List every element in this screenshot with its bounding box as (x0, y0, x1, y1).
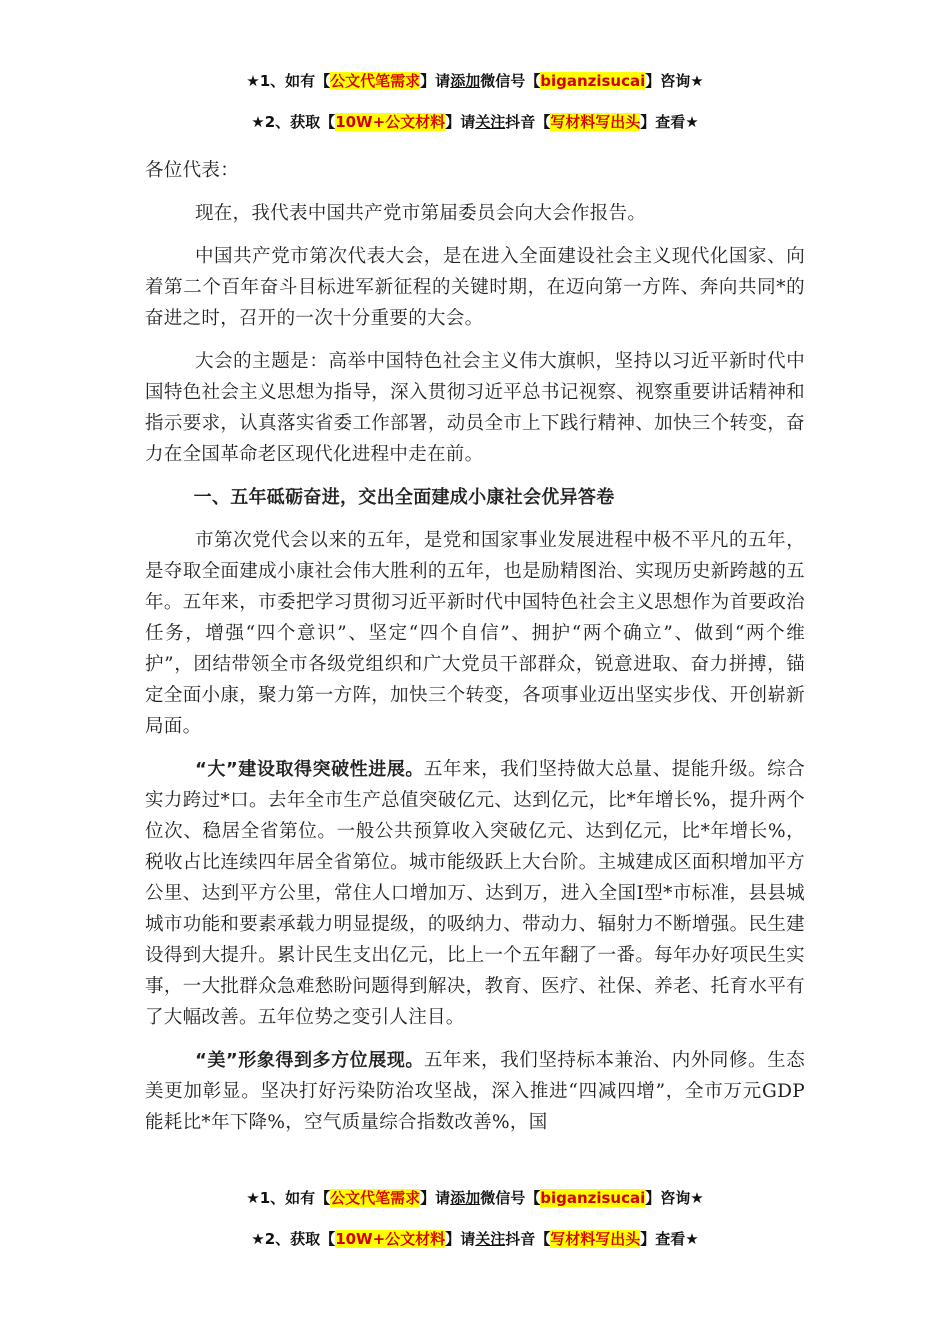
bottom-banner-line-2 (0, 1228, 950, 1249)
banner-highlight: 写材料写出头 (550, 1230, 641, 1248)
paragraph: 中国共产党市第次代表大会，是在进入全面建设社会主义现代化国家、向着第二个百年奋斗目标进军新征程的关键时期，在迈向第一方阵、奔向共同*的奋进之时，召开的一次十分重要的大会。 (145, 246, 805, 329)
banner-text: 】查看★ (640, 1230, 699, 1248)
banner-text: ★1、如有【 (246, 1189, 331, 1207)
banner-highlight: 10W+公文材料 (335, 1230, 446, 1248)
banner-text: 】请 (445, 1230, 476, 1248)
banner-highlight: 10W+公文材料 (335, 113, 446, 131)
banner-highlight: biganzisucai (540, 72, 646, 90)
banner-highlight: 写材料写出头 (550, 113, 641, 131)
bottom-banner-line-1 (0, 1187, 950, 1208)
paragraph: 现在，我代表中国共产党市第届委员会向大会作报告。 (194, 203, 647, 224)
top-banner-line-1 (0, 70, 950, 91)
banner-text: ★2、获取【 (251, 1230, 336, 1248)
paragraph: 市第次党代会以来的五年，是党和国家事业发展进程中极不平凡的五年，是夺取全面建成小康社会伟大胜利的五年，也是励精图治、实现历史新跨越的五年。五年来，市委把学习贯彻习近平新时代中国特色社会主义思想作为首要政治任务，增强“四个意识”、坚定“四个自信”、拥护“两个确立”、做到“两个维护”，团结带领全市各级党组织和广大党员干部群众，锐意进取、奋力拼搏，锚定全面小康，聚力第一方阵，加快三个转变，各项事业迈出坚实步伐、开创崭新局面。 (145, 530, 805, 737)
banner-underlined: 添加 (450, 1189, 481, 1207)
banner-text: 】请 (420, 1189, 451, 1207)
banner-text: 抖音【 (505, 113, 551, 131)
banner-text: 抖音【 (505, 1230, 551, 1248)
paragraph-text: 五年来，我们坚持做大总量、提能升级。综合实力跨过*口。去年全市生产总值突破亿元、达到亿元，比*年增长%，提升两个位次、稳居全省第位。一般公共预算收入突破亿元、达到亿元，比*年增长%，税收占比连续四年居全省第位。城市能级跃上大台阶。主城建成区面积增加平方公里、达到平方公里，常住人口增加万、达到万，进入全国Ⅰ型*市标准，县县城城市功能和要素承载力明显提级，的吸纳力、带动力、辐射力不断增强。民生建设得到大提升。累计民生支出亿元，比上一个五年翻了一番。每年办好项民生实事，一大批群众急难愁盼问题得到解决，教育、医疗、社保、养老、托育水平有了大幅改善。五年位势之变引人注目。 (145, 759, 805, 1028)
banner-text: 】查看★ (640, 113, 699, 131)
paragraph-lead: “大”建设取得突破性进展。 (194, 759, 424, 780)
banner-text: 】咨询★ (645, 72, 704, 90)
salutation: 各位代表： (145, 160, 240, 181)
paragraph-lead: “美”形象得到多方位展现。 (194, 1050, 424, 1071)
banner-underlined: 关注 (475, 113, 506, 131)
section-heading: 一、五年砥砺奋进，交出全面建成小康社会优异答卷 (193, 487, 615, 508)
paragraph-text: 五年来，我们坚持标本兼治、内外同修。生态美更加彰显。坚决打好污染防治攻坚战，深入推进“四减四增”，全市万元GDP能耗比*年下降%，空气质量综合指数改善%，国 (145, 1050, 805, 1133)
document-body (145, 155, 805, 1150)
banner-highlight: 公文代笔需求 (330, 72, 421, 90)
paragraph (145, 1045, 805, 1138)
banner-text: 微信号【 (480, 72, 541, 90)
paragraph: 大会的主题是：高举中国特色社会主义伟大旗帜，坚持以习近平新时代中国特色社会主义思想为指导，深入贯彻习近平总书记视察、视察重要讲话精神和指示要求，认真落实省委工作部署，动员全市上下践行精神、加快三个转变，奋力在全国革命老区现代化进程中走在前。 (145, 351, 805, 465)
banner-text: 】请 (420, 72, 451, 90)
banner-text: ★2、获取【 (251, 113, 336, 131)
banner-text: 】请 (445, 113, 476, 131)
banner-underlined: 添加 (450, 72, 481, 90)
banner-text: 微信号【 (480, 1189, 541, 1207)
paragraph (145, 754, 805, 1033)
banner-underlined: 关注 (475, 1230, 506, 1248)
banner-text: ★1、如有【 (246, 72, 331, 90)
banner-highlight: biganzisucai (540, 1189, 646, 1207)
top-banner-line-2 (0, 111, 950, 132)
banner-highlight: 公文代笔需求 (330, 1189, 421, 1207)
banner-text: 】咨询★ (645, 1189, 704, 1207)
